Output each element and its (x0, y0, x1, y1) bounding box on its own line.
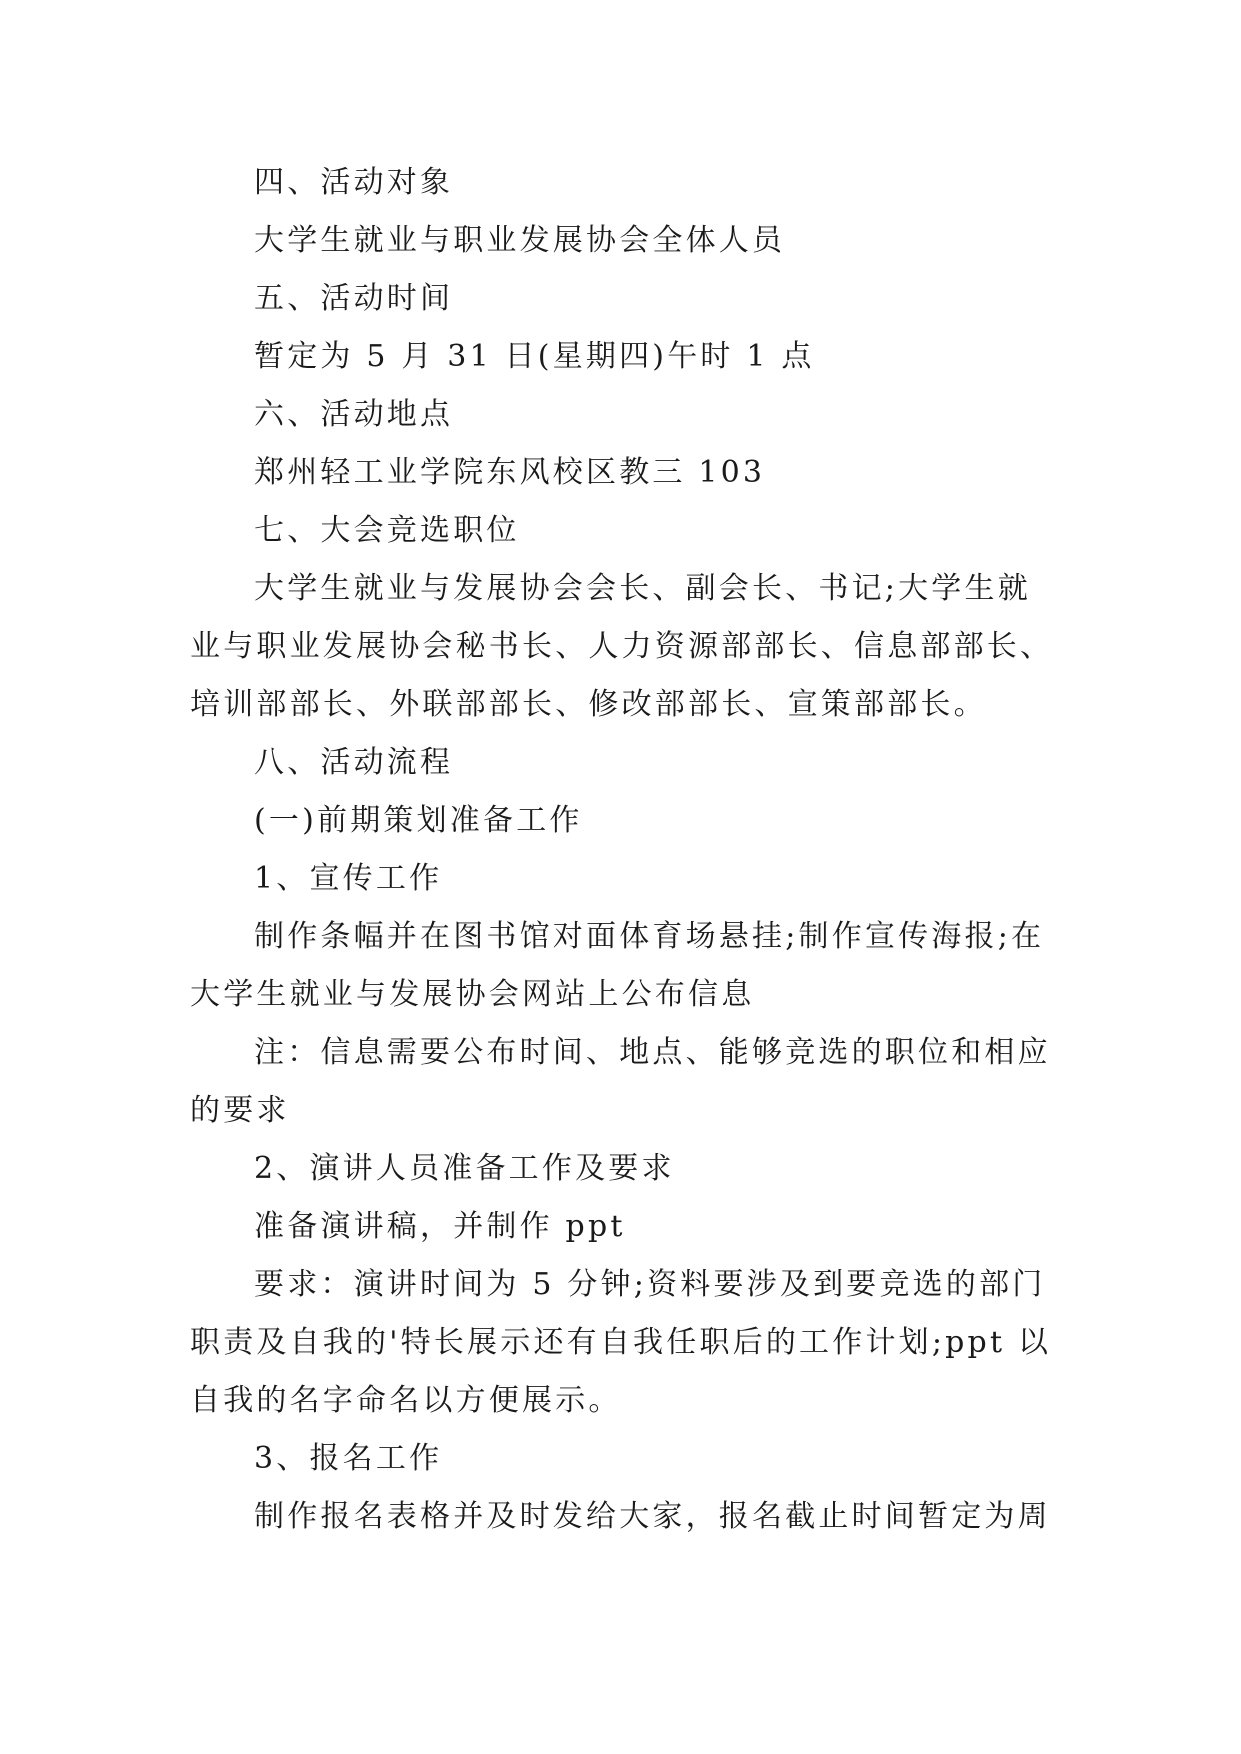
paragraph-publicity-note: 注：信息需要公布时间、地点、能够竞选的职位和相应的要求 (190, 1035, 1051, 1128)
paragraph-event-location: 郑州轻工业学院东风校区教三 103 (254, 455, 766, 490)
item-heading-publicity: 1、宣传工作 (254, 861, 443, 896)
paragraph-event-time: 暂定为 5 月 31 日(星期四)午时 1 点 (254, 339, 815, 374)
section-heading-event-time: 五、活动时间 (254, 281, 454, 316)
section-heading-event-location: 六、活动地点 (254, 397, 454, 432)
item-heading-registration: 3、报名工作 (254, 1441, 443, 1476)
paragraph-publicity: 制作条幅并在图书馆对面体育场悬挂;制作宣传海报;在大学生就业与发展协会网站上公布信息 (190, 919, 1045, 1012)
section-heading-election-positions: 七、大会竞选职位 (254, 513, 520, 548)
section-heading-event-process: 八、活动流程 (254, 745, 454, 780)
paragraph-speech-draft: 准备演讲稿，并制作 ppt (254, 1209, 626, 1244)
section-heading-target-audience: 四、活动对象 (254, 165, 454, 200)
paragraph-speech-requirements: 要求：演讲时间为 5 分钟;资料要涉及到要竞选的部门职责及自我的'特长展示还有自我任职后的工作计划;ppt 以自我的名字命名以方便展示。 (190, 1267, 1052, 1418)
subheading-preparation: (一)前期策划准备工作 (254, 803, 583, 838)
document-body (190, 154, 1060, 1546)
paragraph-target-audience: 大学生就业与职业发展协会全体人员 (254, 223, 786, 258)
paragraph-registration: 制作报名表格并及时发给大家，报名截止时间暂定为周 (254, 1499, 1051, 1534)
item-heading-speaker-preparation: 2、演讲人员准备工作及要求 (254, 1151, 675, 1186)
paragraph-election-positions: 大学生就业与发展协会会长、副会长、书记;大学生就业与职业发展协会秘书长、人力资源部部长、信息部部长、培训部部长、外联部部长、修改部部长、宣策部部长。 (190, 571, 1054, 722)
